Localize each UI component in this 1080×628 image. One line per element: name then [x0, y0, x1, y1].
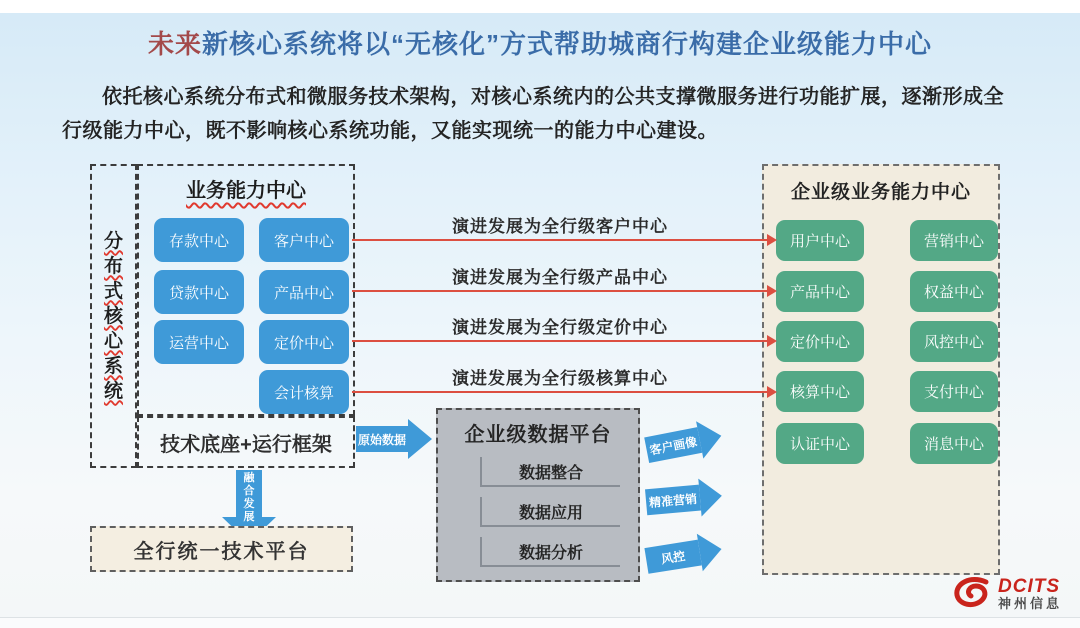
node-pricing-center: 定价中心 — [259, 320, 349, 364]
evolution-label-accounting: 演进发展为全行级核算中心 — [452, 369, 668, 388]
vertical-char: 式 — [103, 280, 123, 302]
evolution-arrow-accounting-icon — [352, 391, 768, 393]
enterprise-capability-panel — [762, 164, 1000, 575]
node-customer-center: 客户中心 — [259, 218, 349, 262]
node-pricing-center-ent: 定价中心 — [776, 321, 864, 362]
node-marketing-center: 营销中心 — [910, 220, 998, 261]
node-message-center: 消息中心 — [910, 423, 998, 464]
vertical-char: 核 — [103, 305, 123, 327]
logo-name: DCITS — [998, 576, 1060, 597]
evolution-arrow-customer-icon — [352, 239, 768, 241]
evolution-arrow-product-icon — [352, 290, 768, 292]
enterprise-panel-title: 企业级业务能力中心 — [790, 182, 971, 203]
evolution-label-pricing: 演进发展为全行级定价中心 — [452, 318, 668, 337]
evolution-arrow-pricing-icon — [352, 340, 768, 342]
node-product-center-ent: 产品中心 — [776, 271, 864, 312]
vertical-char: 统 — [103, 380, 123, 402]
raw-data-arrow — [356, 419, 432, 459]
distributed-core-column — [90, 164, 137, 468]
right-arrow-head-icon — [408, 419, 432, 459]
node-rights-center: 权益中心 — [910, 271, 998, 312]
vertical-char: 系 — [103, 355, 123, 377]
output-arrow-label: 客户画像 — [644, 427, 702, 463]
dcits-logo — [952, 575, 1062, 612]
intro-paragraph: 依托核心系统分布式和微服务技术架构，对核心系统内的公共支撑微服务进行功能扩展，逐渐形成全行级能力中心，既不影响核心系统功能，又能实现统一的能力中心建设。 — [62, 86, 1004, 142]
title-emphasis: 未来 — [147, 29, 202, 59]
vertical-char: 心 — [103, 330, 123, 352]
node-auth-center: 认证中心 — [776, 423, 864, 464]
right-arrow-head-icon — [698, 477, 723, 517]
node-accounting-center: 核算中心 — [776, 371, 864, 412]
output-arrow-label: 风控 — [644, 540, 701, 574]
node-deposit-center: 存款中心 — [154, 218, 244, 262]
node-risk-center: 风控中心 — [910, 321, 998, 362]
data-item-integration: 数据整合 — [480, 457, 620, 487]
business-capability-title: 业务能力中心 — [186, 180, 306, 202]
slide-bottom-edge — [0, 617, 1080, 628]
logo-subtitle: 神州信息 — [998, 596, 1063, 611]
node-operation-center: 运营中心 — [154, 320, 244, 364]
title-main: 新核心系统将以“无核化”方式帮助城商行构建企业级能力中心 — [202, 29, 933, 59]
vertical-char: 布 — [103, 255, 123, 277]
node-accounting-node: 会计核算 — [259, 370, 349, 414]
data-item-application: 数据应用 — [480, 497, 620, 527]
merge-arrow-label: 融 合 发 展 — [243, 472, 255, 523]
vertical-char: 分 — [103, 230, 123, 252]
output-arrow-precision-marketing — [644, 477, 723, 521]
output-arrow-label: 精准营销 — [645, 485, 701, 516]
slide-title — [0, 24, 1080, 61]
enterprise-data-platform-box — [436, 408, 640, 582]
evolution-label-product: 演进发展为全行级产品中心 — [452, 268, 668, 287]
node-loan-center: 贷款中心 — [154, 270, 244, 314]
unified-tech-platform-box: 全行统一技术平台 — [90, 526, 353, 572]
raw-data-arrow-label: 原始数据 — [356, 426, 408, 452]
evolution-label-customer: 演进发展为全行级客户中心 — [452, 217, 668, 236]
data-platform-title: 企业级数据平台 — [464, 424, 612, 446]
node-user-center: 用户中心 — [776, 220, 864, 261]
tech-base-row: 技术底座+运行框架 — [137, 416, 355, 468]
business-capability-box — [137, 164, 355, 416]
node-product-center: 产品中心 — [259, 270, 349, 314]
dcits-swirl-icon — [952, 575, 994, 611]
data-item-analysis: 数据分析 — [480, 537, 620, 567]
node-payment-center: 支付中心 — [910, 371, 998, 412]
